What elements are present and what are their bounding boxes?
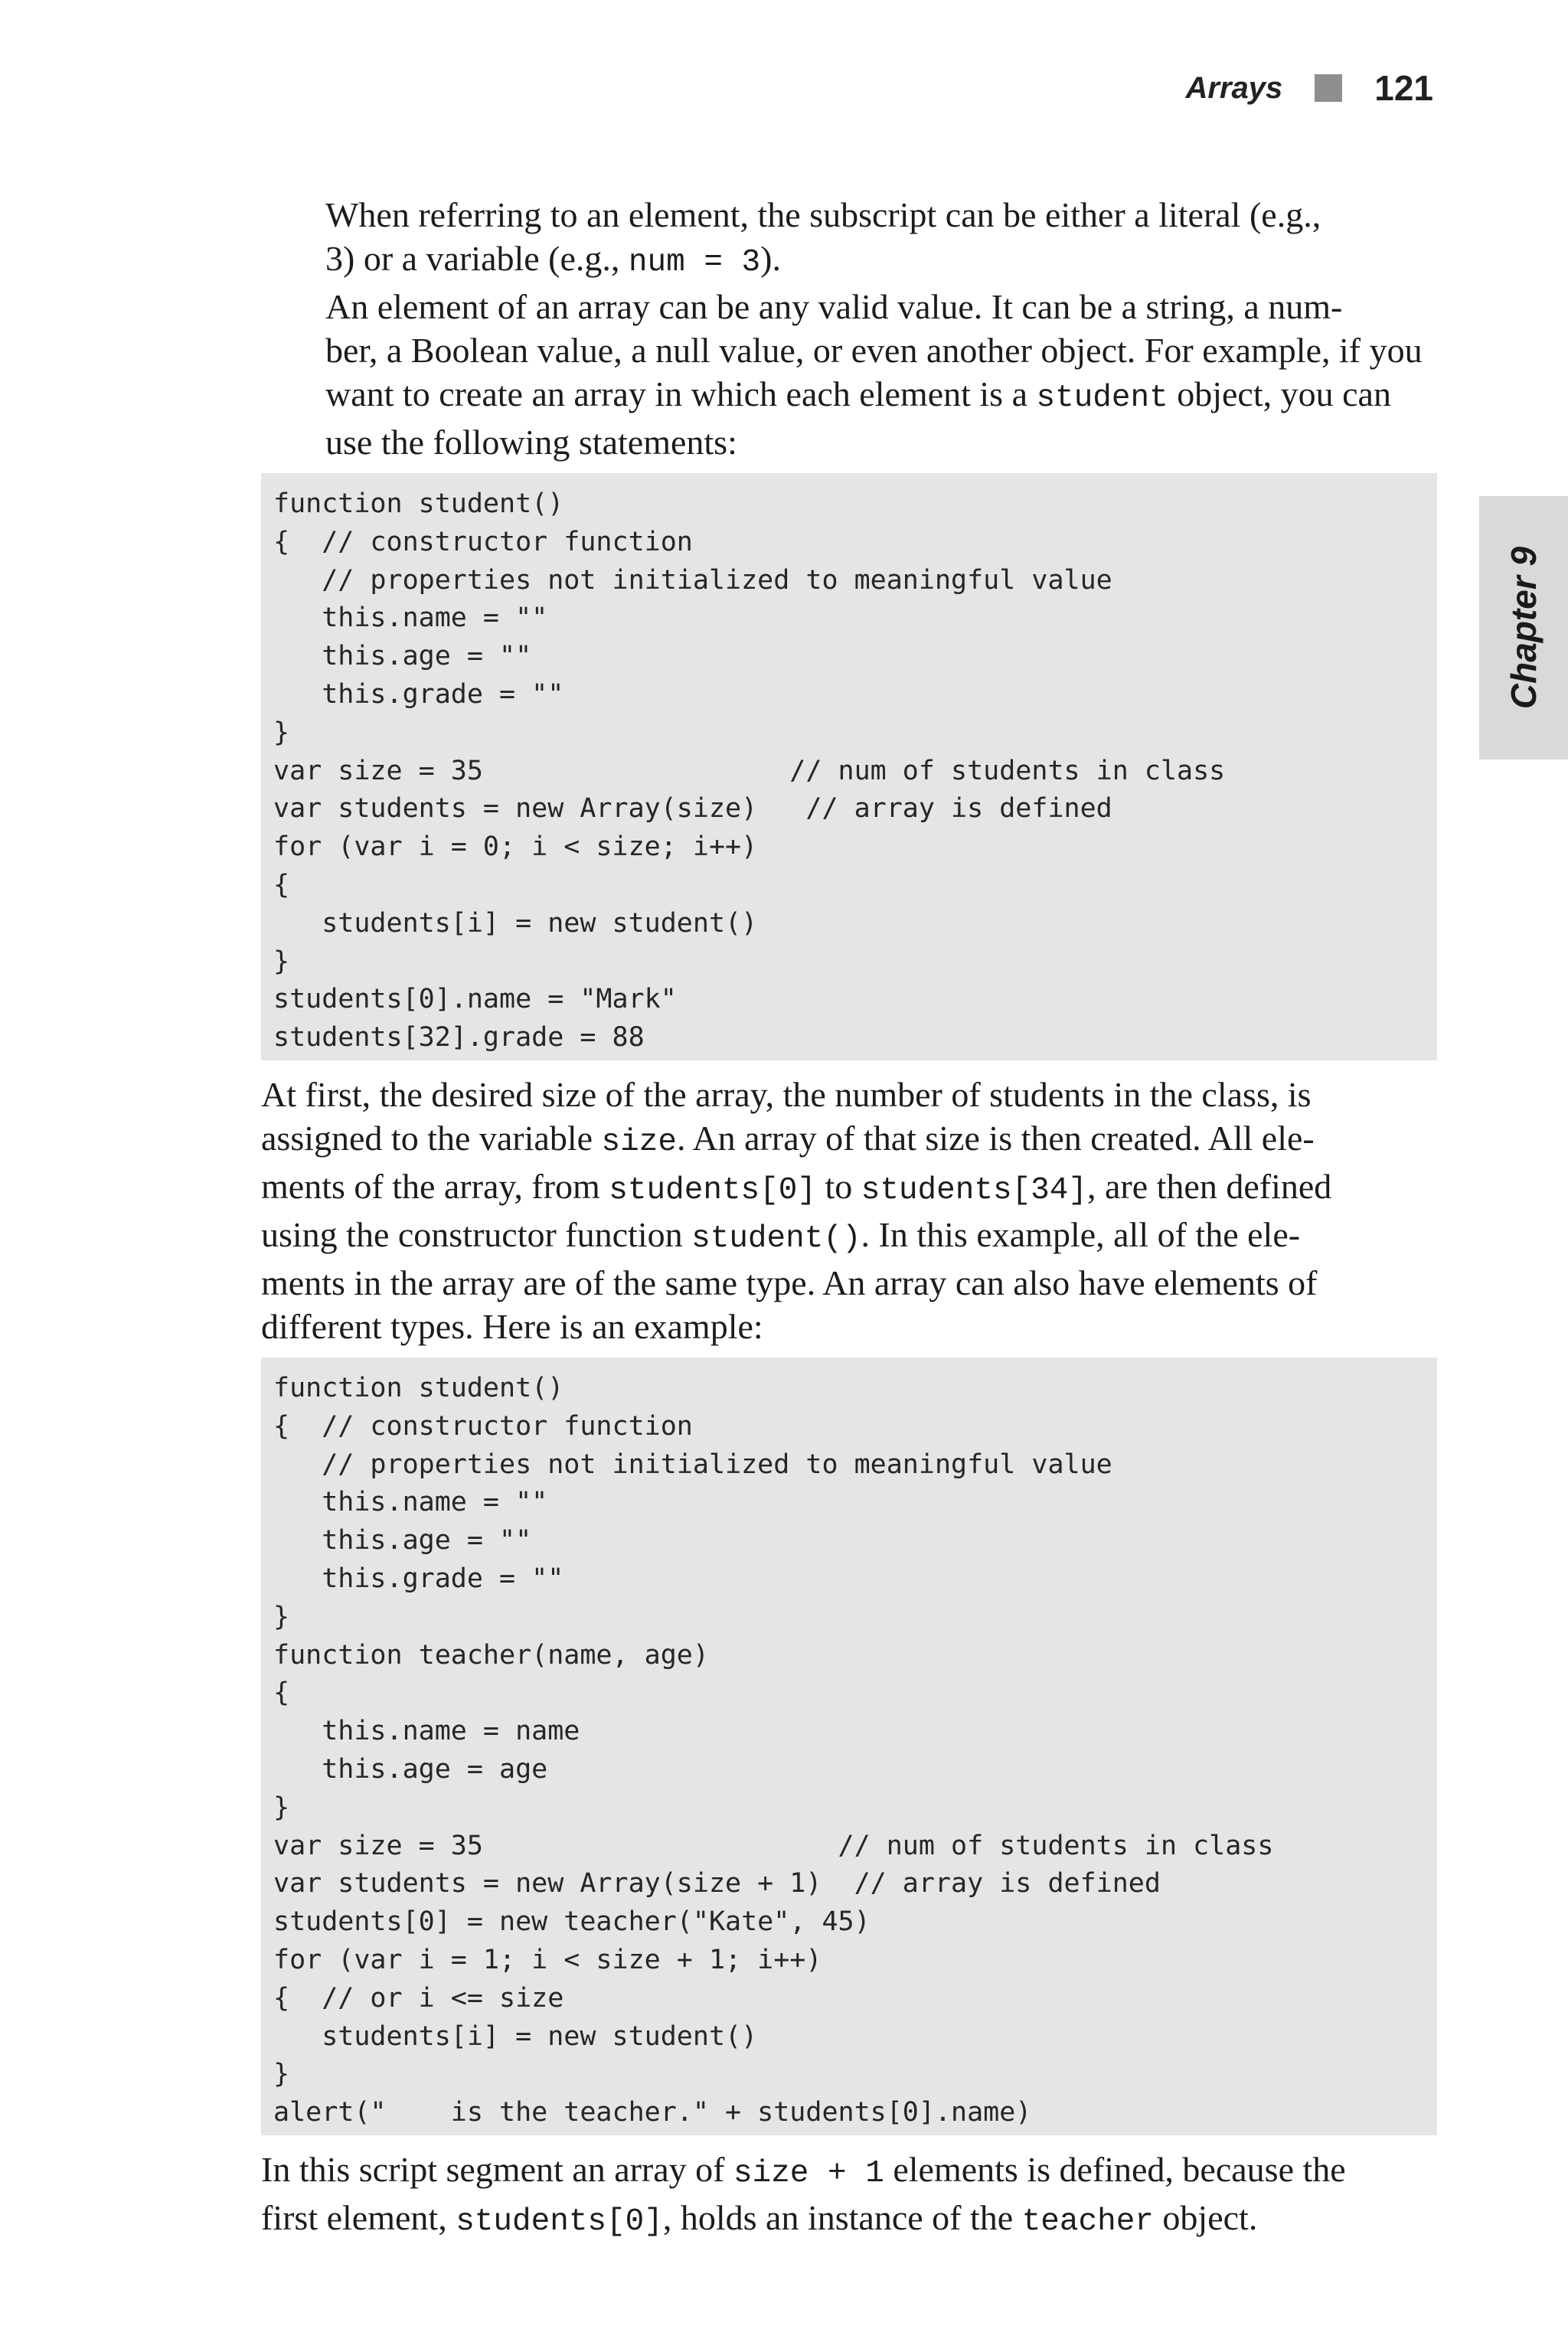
code-line: // properties not initialized to meaningful value bbox=[273, 564, 1112, 596]
code-line: { bbox=[273, 1677, 290, 1709]
code-line: } bbox=[273, 1601, 290, 1632]
text-line bbox=[261, 1261, 1437, 1305]
text-run: object. bbox=[1153, 2197, 1258, 2237]
inline-code: student bbox=[1036, 381, 1168, 416]
text-line bbox=[261, 1165, 1437, 1213]
inline-code: students[0] bbox=[609, 1172, 816, 1208]
code-line: students[i] = new student() bbox=[273, 2020, 758, 2052]
paragraph-subscript bbox=[261, 193, 1437, 285]
paragraph-explanation bbox=[261, 1073, 1437, 1348]
code-line: students[0] = new teacher("Kate", 45) bbox=[273, 1906, 871, 1938]
text-line bbox=[261, 1073, 1437, 1116]
page-body bbox=[261, 193, 1437, 2244]
code-line: { // or i <= size bbox=[273, 1982, 564, 2014]
text-run: . An array of that size is then created. All ele- bbox=[676, 1118, 1315, 1158]
text-run: assigned to the variable bbox=[261, 1118, 602, 1158]
inline-code: size bbox=[601, 1124, 677, 1160]
text-run: object, you can bbox=[1168, 374, 1391, 413]
code-line: this.name = "" bbox=[273, 603, 548, 634]
text-run: In this script segment an array of bbox=[261, 2149, 733, 2189]
code-line: { // constructor function bbox=[273, 526, 693, 557]
code-line: } bbox=[273, 946, 290, 977]
text-line bbox=[261, 2196, 1437, 2244]
text-run: 3) or a variable (e.g., bbox=[325, 239, 629, 278]
text-line bbox=[261, 420, 1437, 464]
inline-code: num = 3 bbox=[628, 245, 761, 280]
text-run: first element, bbox=[261, 2197, 456, 2237]
code-line: function student() bbox=[273, 1372, 564, 1403]
header-square-marker bbox=[1315, 74, 1342, 102]
code-line: this.name = "" bbox=[273, 1487, 548, 1518]
text-run: ments of the array, from bbox=[261, 1166, 609, 1206]
text-run: At first, the desired size of the array, the number of students in the class, is bbox=[261, 1074, 1312, 1114]
text-run: . In this example, all of the ele- bbox=[861, 1214, 1301, 1254]
text-run: An element of an array can be any valid value. It can be a string, a num- bbox=[325, 287, 1343, 326]
page-header bbox=[1185, 67, 1433, 109]
code-line: this.age = age bbox=[273, 1753, 548, 1785]
text-line bbox=[261, 193, 1437, 237]
code-line: { // constructor function bbox=[273, 1410, 693, 1442]
text-run: When referring to an element, the subscript can be either a literal (e.g., bbox=[325, 195, 1321, 234]
text-run: , are then defined bbox=[1086, 1166, 1332, 1206]
text-run: use the following statements: bbox=[325, 423, 737, 462]
code-line: var students = new Array(size) // array is defined bbox=[273, 793, 1112, 825]
code-line: this.age = "" bbox=[273, 1525, 532, 1557]
code-line: students[32].grade = 88 bbox=[273, 1022, 645, 1054]
code-line: this.name = name bbox=[273, 1716, 580, 1747]
text-run: ber, a Boolean value, a null value, or even another object. For example, if you bbox=[325, 331, 1423, 370]
page-number: 121 bbox=[1374, 68, 1433, 108]
code-line: alert(" is the teacher." + students[0].name) bbox=[273, 2097, 1032, 2128]
inline-code: student() bbox=[691, 1220, 861, 1256]
code-line: var students = new Array(size + 1) // array is defined bbox=[273, 1868, 1161, 1900]
code-line: // properties not initialized to meaningful value bbox=[273, 1449, 1112, 1480]
inline-code: teacher bbox=[1021, 2203, 1154, 2239]
code-line: function teacher(name, age) bbox=[273, 1639, 709, 1671]
code-line: function student() bbox=[273, 488, 564, 519]
paragraph-element-values bbox=[261, 285, 1437, 464]
code-line: var size = 35 // num of students in class bbox=[273, 755, 1226, 786]
text-run: to bbox=[815, 1166, 861, 1206]
text-line bbox=[261, 237, 1437, 285]
text-line bbox=[261, 1116, 1437, 1165]
code-listing-students bbox=[261, 473, 1437, 1060]
code-line: this.grade = "" bbox=[273, 1563, 564, 1594]
text-line bbox=[261, 1305, 1437, 1348]
text-line bbox=[261, 2148, 1437, 2196]
text-run: different types. Here is an example: bbox=[261, 1306, 763, 1346]
text-run: ments in the array are of the same type. An array can also have elements of bbox=[261, 1263, 1318, 1302]
code-line: for (var i = 1; i < size + 1; i++) bbox=[273, 1944, 822, 1975]
text-run: , holds an instance of the bbox=[662, 2197, 1022, 2237]
text-line bbox=[261, 372, 1437, 420]
running-head: Arrays bbox=[1185, 70, 1283, 105]
text-run: using the constructor function bbox=[261, 1214, 692, 1254]
text-run: elements is defined, because the bbox=[884, 2149, 1346, 2189]
inline-code: students[0] bbox=[456, 2203, 663, 2239]
code-line: for (var i = 0; i < size; i++) bbox=[273, 831, 758, 863]
text-line bbox=[261, 328, 1437, 372]
code-line: students[i] = new student() bbox=[273, 907, 758, 939]
code-line: } bbox=[273, 2059, 290, 2090]
inline-code: students[34] bbox=[861, 1172, 1087, 1208]
text-run: ). bbox=[760, 239, 781, 278]
text-run: want to create an array in which each element is a bbox=[325, 374, 1037, 413]
code-line: this.age = "" bbox=[273, 641, 532, 672]
code-line: } bbox=[273, 1792, 290, 1823]
paragraph-conclusion bbox=[261, 2148, 1437, 2244]
inline-code: size + 1 bbox=[733, 2155, 884, 2191]
code-line: var size = 35 // num of students in class bbox=[273, 1830, 1274, 1861]
chapter-side-tab bbox=[1479, 496, 1568, 760]
code-listing-teacher bbox=[261, 1357, 1437, 2135]
code-line: students[0].name = "Mark" bbox=[273, 984, 677, 1015]
code-line: } bbox=[273, 717, 290, 748]
chapter-tab-label: Chapter 9 bbox=[1504, 546, 1544, 710]
text-line bbox=[261, 1213, 1437, 1261]
code-line: { bbox=[273, 869, 290, 900]
code-line: this.grade = "" bbox=[273, 678, 564, 710]
text-line bbox=[261, 285, 1437, 328]
